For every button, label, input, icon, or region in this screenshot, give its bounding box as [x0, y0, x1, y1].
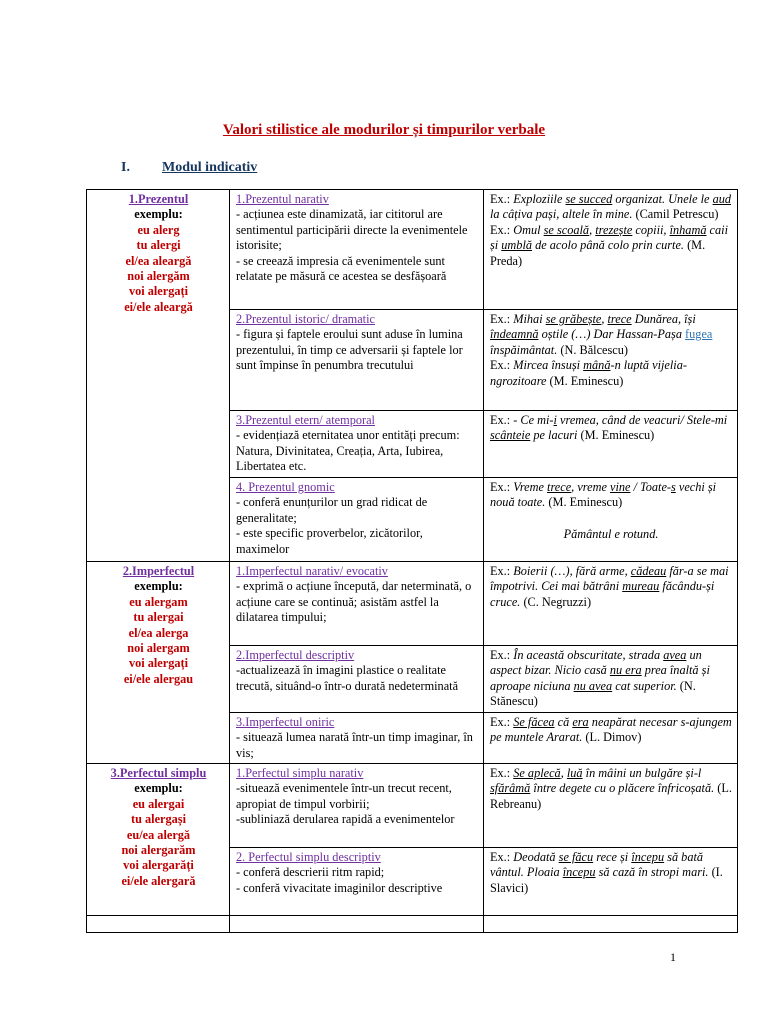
- ex-verb: se făcu: [558, 850, 594, 864]
- use-cell: [230, 764, 484, 848]
- page-number: 1: [670, 950, 676, 964]
- ex-verb: s: [671, 480, 676, 494]
- ex-text: să bată vântul. Ploaia: [490, 850, 704, 880]
- ex-author: (I. Slavici): [490, 865, 723, 895]
- use-description: - acțiunea este dinamizată, iar cititorul are sentimentul participării directe la evenimentele istorisite; - se creează impresia că evenimentele sunt relatate pe măsură ce acestea se desfășoară: [236, 207, 468, 284]
- example-label: exemplu:: [134, 207, 183, 222]
- ex-text: Mircea însuși: [513, 358, 584, 373]
- empty-cell: [484, 916, 738, 933]
- ex-text: / Toate-: [630, 480, 672, 494]
- ex-text: oștile (…) Dar Hassan-Pașa: [538, 327, 686, 342]
- ex-verb: trece: [547, 480, 572, 494]
- ex-prefix: Ex.:: [490, 850, 514, 864]
- use-description: - situează lumea narată într-un timp imaginar, în vis;: [236, 730, 473, 760]
- ex-verb: scânteie: [490, 428, 531, 443]
- ex-verb: Se aplecă: [513, 766, 561, 780]
- ex-text: - Ce mi-: [513, 413, 554, 427]
- ex-verb: umblă: [501, 238, 533, 253]
- ex-text: că: [554, 715, 573, 729]
- ex-text: , vreme: [571, 480, 610, 494]
- ex-text: organizat. Unele le: [612, 192, 713, 206]
- ex-prefix: Ex.:: [490, 480, 514, 494]
- ex-text: prea înaltă și aproape niciuna: [490, 663, 710, 693]
- use-cell: [230, 646, 484, 713]
- ex-link[interactable]: fugea: [685, 327, 713, 342]
- use-description: - exprimă o acțiune începută, dar neterminată, o acțiune care se continuă; asistăm astfel la dilatarea timpului;: [236, 579, 472, 625]
- use-title: 1.Perfectul simplu narativ: [236, 766, 364, 780]
- use-description: - conferă descrierii ritm rapid; - conferă vivacitate imaginilor descriptive: [236, 865, 443, 895]
- conjugation-line: noi alergarăm: [121, 843, 196, 858]
- ex-prefix: Ex.:: [490, 564, 514, 578]
- ex-verb: nu avea: [573, 678, 613, 693]
- ex-verb: înhamă: [669, 222, 707, 237]
- ex-text: Vreme: [513, 480, 548, 494]
- tense-name: 2.Imperfectul: [122, 564, 195, 578]
- ex-author: (N. Bălcescu): [557, 342, 628, 357]
- ex-text: copiii,: [632, 222, 670, 237]
- use-cell: [230, 310, 484, 411]
- example-label: exemplu:: [134, 781, 183, 796]
- ex-text: un aspect bizar. Nicio casă: [490, 648, 702, 678]
- ex-text: Mihai: [513, 312, 546, 326]
- ex-text: Omul: [513, 222, 544, 237]
- ex-verb: era: [572, 715, 589, 729]
- example-cell: [484, 478, 738, 562]
- conjugation-line: el/ea aleargă: [125, 253, 192, 268]
- use-description: - evidențiază eternitatea unor entități precum: Natura, Divinitatea, Creația, Arta, Iubirea, Libertatea etc.: [236, 428, 460, 474]
- use-title: 3.Prezentul etern/ atemporal: [236, 413, 375, 427]
- ex-verb: avea: [663, 648, 687, 662]
- ex-prefix: Ex.:: [490, 648, 514, 662]
- conjugation-line: eu alerg: [137, 222, 180, 237]
- verb-tenses-table: [86, 189, 738, 933]
- ex-prefix: Ex.:: [490, 715, 514, 729]
- conjugation-line: eu alergam: [129, 594, 188, 609]
- ex-text: vechi și nouă toate.: [490, 480, 717, 510]
- table-row: [87, 190, 738, 310]
- ex-prefix: Ex.:: [490, 413, 514, 427]
- example-cell: [484, 562, 738, 646]
- example-cell: [484, 310, 738, 411]
- ex-verb: începu: [562, 865, 596, 880]
- conjugation-line: noi alergam: [127, 641, 190, 656]
- example-label: exemplu:: [134, 579, 183, 594]
- tense-cell-simple-perfect: [87, 764, 230, 916]
- ex-author: (C. Negruzzi): [520, 594, 592, 609]
- use-title: 4. Prezentul gnomic: [236, 480, 335, 494]
- ex-verb: îndeamnă: [490, 327, 539, 342]
- tense-name: 3.Perfectul simplu: [110, 766, 207, 780]
- ex-author: (L. Rebreanu): [490, 781, 732, 811]
- conjugation-line: tu alergi: [136, 238, 181, 253]
- ex-author: (N. Stănescu): [490, 678, 696, 709]
- conjugation-line: noi alergăm: [127, 269, 190, 284]
- conjugation-line: ei/ele alergau: [123, 671, 194, 686]
- use-cell: [230, 562, 484, 646]
- ex-verb: vine: [609, 480, 631, 494]
- ex-text: la câțiva pași, altele în mine.: [490, 207, 633, 222]
- ex-verb: se scoală: [543, 222, 590, 237]
- conjugation-line: ei/ele alergară: [121, 873, 196, 888]
- ex-verb: trece: [607, 312, 632, 326]
- ex-text: pe lacuri: [530, 428, 578, 443]
- ex-prefix: Ex.:: [490, 766, 514, 780]
- example-cell: [484, 411, 738, 478]
- ex-proverb: Pământul e rotund.: [563, 526, 659, 541]
- use-description: -situează evenimentele într-un trecut recent, apropiat de timpul vorbirii; -subliniază derularea rapidă a evenimentelor: [236, 781, 455, 827]
- ex-text: cat superior.: [612, 678, 677, 693]
- tense-cell-present: [87, 190, 230, 562]
- ex-author: (M. Eminescu): [546, 373, 624, 388]
- use-title: 3.Imperfectul oniric: [236, 715, 335, 729]
- use-description: - conferă enunțurilor un grad ridicat de generalitate; - este specific proverbelor, zicătorilor, maximelor: [236, 495, 428, 556]
- use-description: -actualizează în imagini plastice o realitate trecută, situând-o într-o durată nedeterminată: [236, 663, 459, 693]
- ex-prefix: Ex.:: [490, 358, 514, 373]
- use-title: 2.Prezentul istoric/ dramatic: [236, 312, 375, 326]
- conjugation-line: voi alergarăți: [123, 858, 194, 873]
- section-heading: [121, 160, 257, 176]
- ex-text: -n luptă vijelia-ngrozitoare: [490, 358, 687, 388]
- table-row: [87, 764, 738, 848]
- ex-text: Boierii (…), fără arme,: [513, 564, 631, 578]
- ex-verb: mână: [583, 358, 611, 373]
- conjugation-line: el/ea alerga: [128, 625, 189, 640]
- ex-verb: Se făcea: [513, 715, 555, 729]
- use-description: - figura și faptele eroului sunt aduse în lumina prezentului, în timp ce adversarii și faptele lor sunt împinse în penumbra trecutului: [236, 327, 463, 373]
- example-cell: [484, 764, 738, 848]
- ex-text: făr-a se mai împotrivi. Cei mai bătrâni: [490, 564, 729, 594]
- ex-text: de acolo până colo prin curte.: [532, 238, 685, 253]
- ex-author: (M. Eminescu): [545, 495, 623, 510]
- ex-text: Exploziile: [513, 192, 566, 206]
- ex-text: făcându-și cruce.: [490, 579, 715, 609]
- empty-cell: [230, 916, 484, 933]
- ex-author: (Camil Petrescu): [632, 207, 719, 222]
- section-label: Modul indicativ: [162, 160, 258, 175]
- conjugation-line: tu alergași: [131, 812, 186, 827]
- tense-name: 1.Prezentul: [128, 192, 189, 206]
- conjugation-line: eu alergai: [132, 796, 185, 811]
- ex-verb: se succed: [565, 192, 613, 206]
- use-title: 2.Imperfectul descriptiv: [236, 648, 355, 662]
- page-title: Valori stilistice ale modurilor și timpurilor verbale: [222, 122, 546, 138]
- ex-text: vremea, când de veacuri/ Stele-mi: [556, 413, 728, 427]
- ex-verb: mureau: [622, 579, 660, 594]
- use-cell: [230, 190, 484, 310]
- conjugation-line: tu alergai: [133, 610, 184, 625]
- conjugation-line: voi alergați: [128, 656, 189, 671]
- ex-text: să cază în stropi mari.: [595, 865, 709, 880]
- section-number: I.: [121, 160, 130, 175]
- example-cell: [484, 713, 738, 764]
- ex-verb: aud: [712, 192, 732, 206]
- ex-verb: nu era: [609, 663, 642, 678]
- ex-verb: cădeau: [630, 564, 667, 578]
- table-row-empty: [87, 916, 738, 933]
- use-cell: [230, 411, 484, 478]
- ex-prefix: Ex.:: [490, 312, 514, 326]
- ex-verb: sfărâmă: [490, 781, 531, 796]
- ex-text: caii și: [490, 222, 728, 253]
- example-cell: [484, 646, 738, 713]
- ex-text: înspăimântat.: [490, 342, 558, 357]
- ex-prefix: Ex.:: [490, 222, 514, 237]
- ex-text: Deodată: [513, 850, 559, 864]
- use-cell: [230, 478, 484, 562]
- ex-verb: i: [553, 413, 557, 427]
- ex-text: între degete cu o plăcere înfricoșată.: [530, 781, 715, 796]
- ex-verb: începu: [631, 850, 665, 864]
- ex-text: neapărat necesar s-ajungem pe muntele Ararat.: [490, 715, 732, 745]
- ex-text: ,: [589, 222, 596, 237]
- use-title: 1.Imperfectul narativ/ evocativ: [236, 564, 388, 578]
- use-cell: [230, 848, 484, 916]
- ex-author: (M. Preda): [490, 238, 706, 268]
- ex-verb: trezește: [595, 222, 633, 237]
- use-cell: [230, 713, 484, 764]
- ex-verb: luă: [566, 766, 583, 780]
- ex-verb: se grăbește: [545, 312, 602, 326]
- ex-author: (L. Dimov): [582, 730, 642, 745]
- ex-text: rece și: [593, 850, 632, 864]
- conjugation-line: ei/ele aleargă: [124, 299, 193, 314]
- example-cell: [484, 190, 738, 310]
- example-cell: [484, 848, 738, 916]
- ex-text: Dunărea, își: [631, 312, 696, 326]
- conjugation-line: eu/ea alergă: [126, 827, 191, 842]
- ex-text: În această obscuritate, strada: [513, 648, 664, 662]
- table-row: [87, 562, 738, 646]
- ex-text: în mâini un bulgăre și-l: [582, 766, 702, 780]
- ex-author: (M. Eminescu): [577, 428, 655, 443]
- empty-cell: [87, 916, 230, 933]
- ex-prefix: Ex.:: [490, 192, 514, 206]
- use-title: 2. Perfectul simplu descriptiv: [236, 850, 381, 864]
- ex-text: ,: [601, 312, 608, 326]
- ex-text: ,: [560, 766, 567, 780]
- tense-cell-imperfect: [87, 562, 230, 764]
- conjugation-line: voi alergați: [128, 284, 189, 299]
- use-title: 1.Prezentul narativ: [236, 192, 329, 206]
